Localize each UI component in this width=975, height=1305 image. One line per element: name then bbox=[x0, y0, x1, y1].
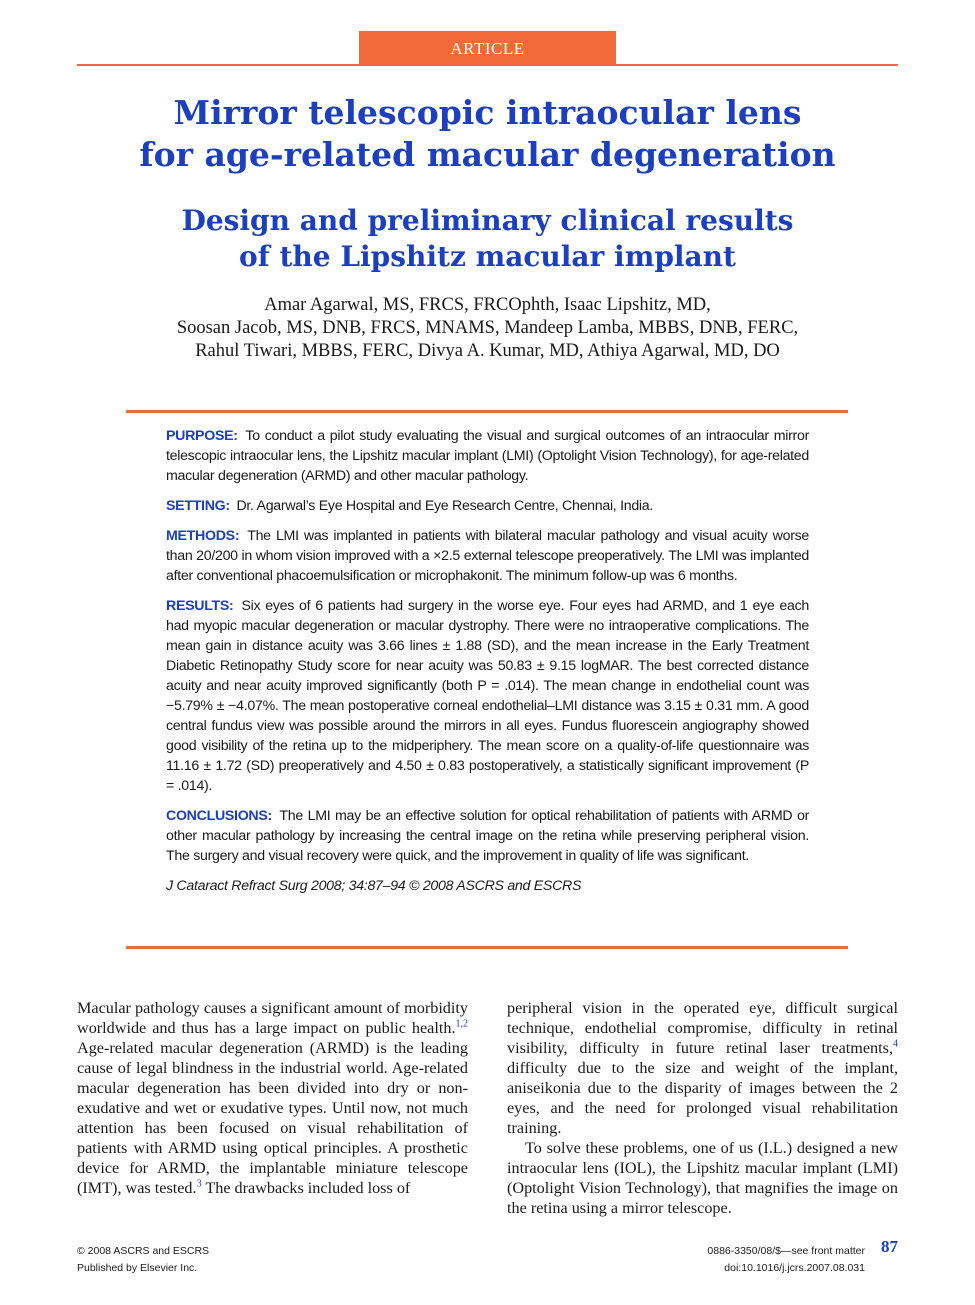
abstract-results bbox=[166, 596, 809, 796]
author-line: Amar Agarwal, MS, FRCS, FRCOphth, Isaac Lipshitz, MD, bbox=[264, 295, 711, 315]
abstract-methods bbox=[166, 526, 809, 586]
body-text: difficulty due to the size and weight of the implant, aniseikonia due to the disparity of images between the 2 eyes, and the need for prolonged visual rehabilitation training. bbox=[507, 1059, 898, 1137]
abstract bbox=[166, 426, 809, 906]
abstract-top-rule bbox=[126, 410, 848, 413]
publisher-notice: Published by Elsevier Inc. bbox=[77, 1262, 198, 1274]
footer-right bbox=[707, 1243, 865, 1277]
copyright-notice: © 2008 ASCRS and ESCRS bbox=[77, 1245, 210, 1257]
doi-link[interactable]: doi:10.1016/j.jcrs.2007.08.031 bbox=[724, 1262, 865, 1274]
article-subtitle bbox=[60, 203, 915, 275]
conclusions-text: The LMI may be an effective solution for optical rehabilitation of patients with ARMD or other macular pathology by increasing the central image on the retina while preserving peripheral vision. The surgery and visual recovery were quick, and the improvement in quality of life was significant. bbox=[166, 808, 809, 864]
article-subtitle-line: Design and preliminary clinical results bbox=[181, 204, 794, 237]
reference-link[interactable]: 4 bbox=[893, 1038, 898, 1050]
purpose-label: PURPOSE: bbox=[166, 428, 238, 444]
article-title bbox=[60, 92, 915, 176]
body-text: Macular pathology causes a significant amount of morbidity worldwide and thus has a large impact on public health. bbox=[77, 999, 468, 1037]
journal-citation: J Cataract Refract Surg 2008; 34:87–94 © 2008 ASCRS and ESCRS bbox=[166, 878, 582, 894]
body-paragraph bbox=[77, 998, 468, 1198]
body-paragraph bbox=[507, 998, 898, 1138]
article-subtitle-line: of the Lipshitz macular implant bbox=[239, 240, 736, 273]
conclusions-label: CONCLUSIONS: bbox=[166, 808, 272, 824]
purpose-text: To conduct a pilot study evaluating the visual and surgical outcomes of an intraocular mirror telescopic intraocular lens, the Lipshitz macular implant (LMI) (Optolight Vision Technology), for age-related macular degeneration (ARMD) and other macular pathology. bbox=[166, 428, 809, 484]
author-line: Rahul Tiwari, MBBS, FERC, Divya A. Kumar, MD, Athiya Agarwal, MD, DO bbox=[195, 341, 780, 361]
abstract-setting bbox=[166, 496, 809, 516]
article-title-line: Mirror telescopic intraocular lens bbox=[173, 93, 802, 132]
setting-text: Dr. Agarwal’s Eye Hospital and Eye Research Centre, Chennai, India. bbox=[236, 498, 654, 514]
results-label: RESULTS: bbox=[166, 598, 234, 614]
body-paragraph: To solve these problems, one of us (I.L.) designed a new intraocular lens (IOL), the Lipshitz macular implant (LMI) (Optolight Vision Technology), that magnifies the image on the retina using a mirror telescope. bbox=[507, 1139, 898, 1217]
reference-link[interactable]: 1,2 bbox=[455, 1018, 468, 1030]
abstract-purpose bbox=[166, 426, 809, 486]
author-line: Soosan Jacob, MS, DNB, FRCS, MNAMS, Mandeep Lamba, MBBS, DNB, FERC, bbox=[176, 318, 799, 338]
methods-label: METHODS: bbox=[166, 528, 240, 544]
abstract-conclusions bbox=[166, 806, 809, 866]
body-text: peripheral vision in the operated eye, difficult surgical technique, endothelial compromise, difficulty in retinal visibility, difficulty in future retinal laser treatments, bbox=[507, 999, 898, 1057]
setting-label: SETTING: bbox=[166, 498, 230, 514]
methods-text: The LMI was implanted in patients with bilateral macular pathology and visual acuity worse than 20/200 in whom vision improved with a ×2.5 external telescope preoperatively. The LMI was implanted after conventional phacoemulsification or microphakonit. The minimum follow-up was 6 months. bbox=[166, 528, 810, 584]
footer-left bbox=[77, 1243, 209, 1277]
body-column-left bbox=[77, 998, 468, 1198]
reference-link[interactable]: 3 bbox=[196, 1178, 202, 1190]
body-text: The drawbacks included loss of bbox=[201, 1179, 411, 1197]
page-number: 87 bbox=[881, 1237, 898, 1256]
results-text: Six eyes of 6 patients had surgery in the worse eye. Four eyes had ARMD, and 1 eye each had myopic macular degeneration or macular dystrophy. There were no intraoperative complications. The mean gain in distance acuity was 3.66 lines ± 1.88 (SD), and the mean increase in the Early Treatment Diabetic Retinopathy Study score for near acuity was 50.83 ± 9.15 logMAR. The best corrected distance acuity and near acuity improved significantly (both P = .014). The mean change in endothelial count was −5.79% ± −4.07%. The mean postoperative corneal endothelial–LMI distance was 3.15 ± 0.31 mm. A good central fundus view was possible around the mirrors in all eyes. Fundus fluorescein angiography showed good visibility of the retina up to the midperiphery. The mean score on a quality-of-life questionnaire was 11.16 ± 1.72 (SD) preoperatively and 4.50 ± 0.83 postoperatively, a statistically significant improvement (P = .014). bbox=[166, 598, 809, 794]
body-column-right bbox=[507, 998, 898, 1218]
author-list bbox=[60, 294, 915, 363]
abstract-bottom-rule bbox=[126, 946, 848, 949]
body-text: Age-related macular degeneration (ARMD) is the leading cause of legal blindness in the industrial world. Age-related macular degeneration has been divided into dry or non-exudative and wet or exudative types. Until now, not much attention has been focused on visual rehabilitation of patients with ARMD using optical principles. A prosthetic device for ARMD, the implantable miniature telescope (IMT), was tested. bbox=[77, 1039, 468, 1197]
article-title-line: for age-related macular degeneration bbox=[139, 135, 836, 174]
issn-notice: 0886-3350/08/$—see front matter bbox=[707, 1245, 865, 1257]
section-label: ARTICLE bbox=[359, 31, 616, 66]
